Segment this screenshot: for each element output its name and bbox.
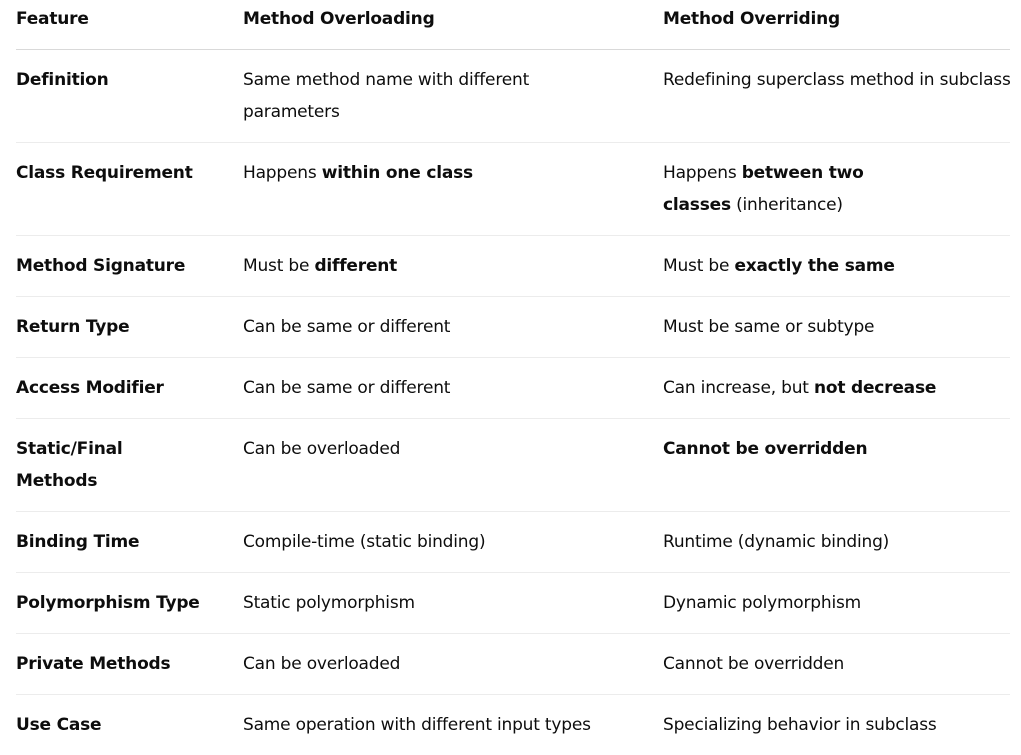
- overloading-cell: [243, 512, 663, 573]
- cell-emphasis: not decrease: [814, 378, 936, 398]
- overriding-cell: [663, 634, 1010, 695]
- overloading-cell: [243, 573, 663, 634]
- overriding-cell: [663, 573, 1010, 634]
- cell-text: Must be: [243, 256, 314, 276]
- cell-text: Can increase, but: [663, 378, 814, 398]
- feature-cell: Return Type: [16, 297, 243, 358]
- overriding-cell: [663, 236, 1010, 297]
- cell-emphasis: Cannot be overridden: [663, 439, 867, 459]
- cell-text: Must be: [663, 256, 734, 276]
- cell-text: Runtime (dynamic binding): [663, 532, 889, 552]
- cell-emphasis: exactly the same: [734, 256, 894, 276]
- feature-cell: Method Signature: [16, 236, 243, 297]
- overloading-cell: [243, 143, 663, 236]
- feature-cell: Binding Time: [16, 512, 243, 573]
- cell-text: Compile-time (static binding): [243, 532, 485, 552]
- overriding-cell: [663, 297, 1010, 358]
- cell-emphasis: different: [314, 256, 397, 276]
- feature-cell: Class Requirement: [16, 143, 243, 236]
- table-row: [16, 573, 1010, 634]
- table-row: [16, 695, 1010, 755]
- overriding-cell: [663, 512, 1010, 573]
- cell-emphasis: within one class: [322, 163, 473, 183]
- column-header-overriding: Method Overriding: [663, 0, 1010, 50]
- cell-text: Must be same or subtype: [663, 317, 874, 337]
- overloading-cell: [243, 236, 663, 297]
- cell-text: Cannot be overridden: [663, 654, 844, 674]
- column-header-feature: Feature: [16, 0, 243, 50]
- overloading-cell: [243, 297, 663, 358]
- overriding-cell: [663, 695, 1010, 755]
- cell-text: Dynamic polymorphism: [663, 593, 861, 613]
- table-row: [16, 236, 1010, 297]
- table-row: [16, 419, 1010, 512]
- overloading-cell: [243, 358, 663, 419]
- table-row: [16, 50, 1010, 143]
- feature-cell: Use Case: [16, 695, 243, 755]
- cell-text: Can be overloaded: [243, 439, 400, 459]
- cell-text: Can be same or different: [243, 378, 450, 398]
- cell-text: Happens: [663, 163, 742, 183]
- overriding-cell: [663, 358, 1010, 419]
- cell-text: Redefining superclass method in subclass: [663, 70, 1011, 90]
- cell-text: (inheritance): [731, 195, 843, 215]
- comparison-table: [16, 0, 1010, 755]
- table-row: [16, 512, 1010, 573]
- overriding-cell: [663, 143, 1010, 236]
- feature-cell: Polymorphism Type: [16, 573, 243, 634]
- feature-cell: Definition: [16, 50, 243, 143]
- overloading-cell: [243, 50, 663, 143]
- column-header-overloading: Method Overloading: [243, 0, 663, 50]
- cell-text: Static polymorphism: [243, 593, 415, 613]
- overloading-cell: [243, 419, 663, 512]
- cell-text: Same method name with different parameters: [243, 70, 529, 122]
- overriding-cell: [663, 419, 1010, 512]
- cell-text: Happens: [243, 163, 322, 183]
- cell-text: Specializing behavior in subclass: [663, 715, 937, 735]
- feature-cell: Access Modifier: [16, 358, 243, 419]
- feature-cell: Static/Final Methods: [16, 419, 243, 512]
- overriding-cell: [663, 50, 1010, 143]
- table-row: [16, 143, 1010, 236]
- feature-cell: Private Methods: [16, 634, 243, 695]
- cell-emphasis: between two classes: [663, 163, 864, 215]
- table-header-row: [16, 0, 1010, 50]
- table-row: [16, 358, 1010, 419]
- cell-text: Same operation with different input types: [243, 715, 591, 735]
- overloading-cell: [243, 695, 663, 755]
- cell-text: Can be same or different: [243, 317, 450, 337]
- table-row: [16, 634, 1010, 695]
- overloading-cell: [243, 634, 663, 695]
- table-row: [16, 297, 1010, 358]
- cell-text: Can be overloaded: [243, 654, 400, 674]
